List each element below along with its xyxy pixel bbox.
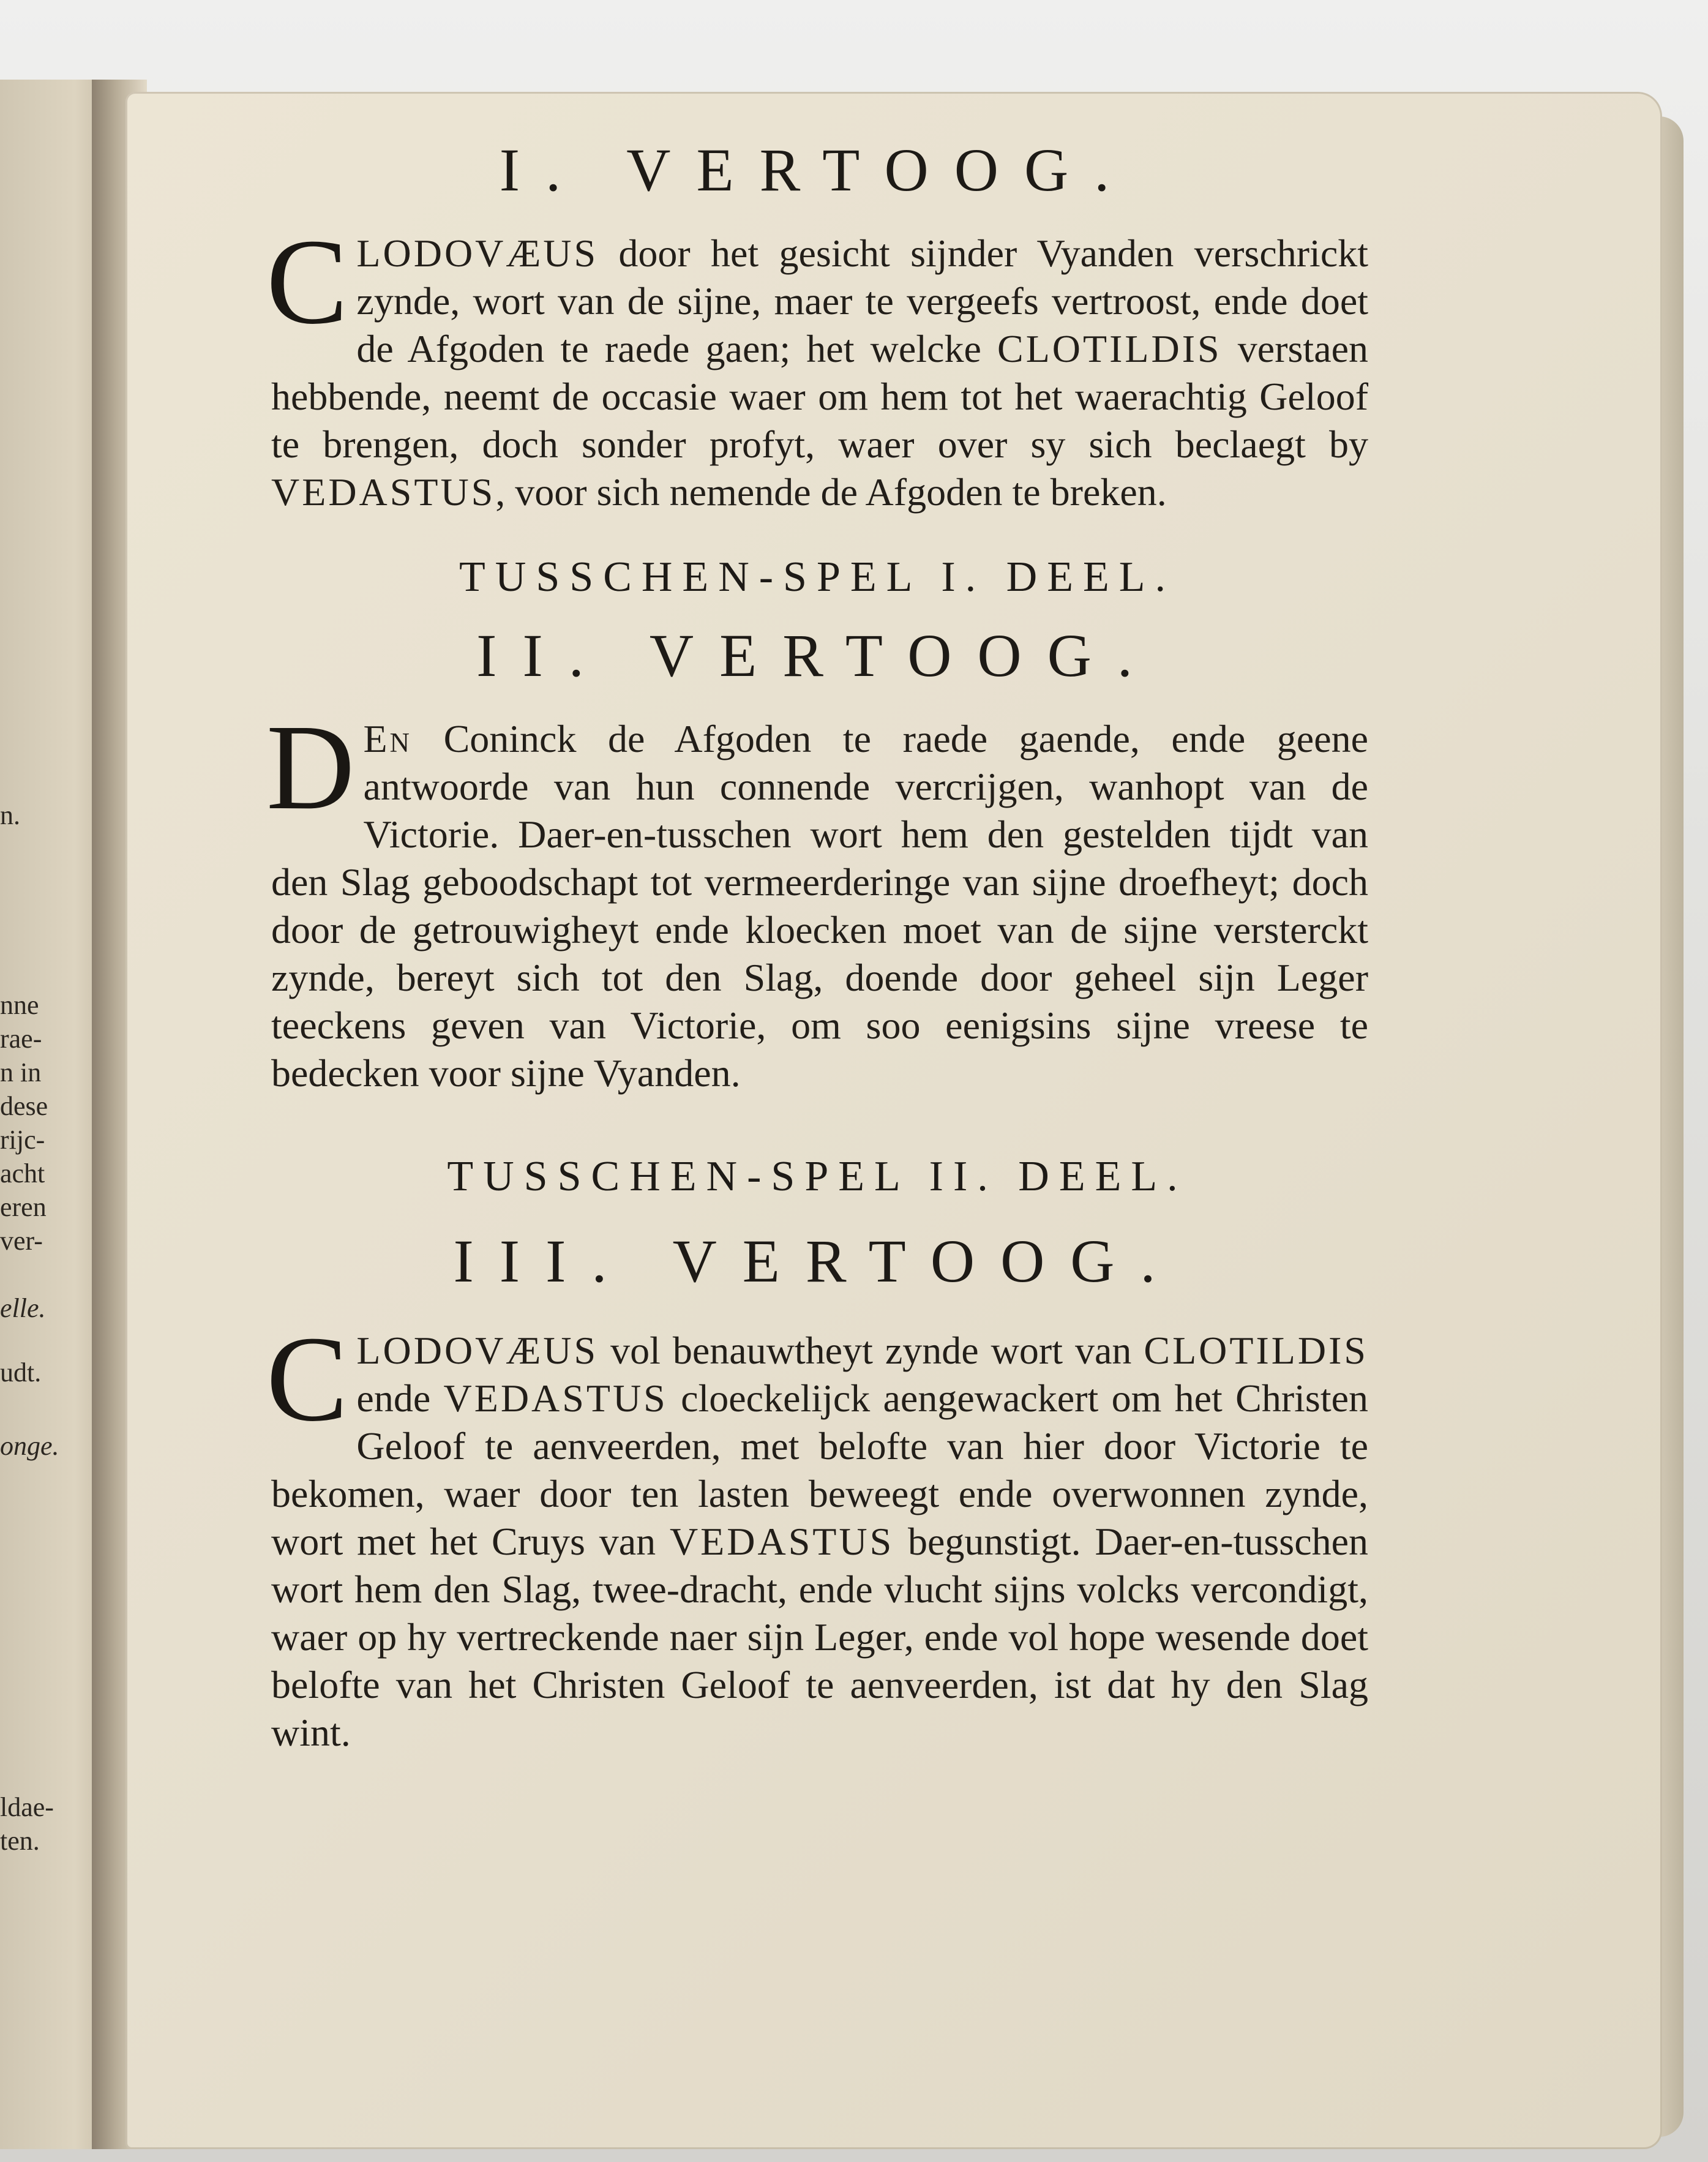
right-page — [125, 92, 1662, 2149]
left-fragment: n. — [0, 800, 20, 830]
left-fragment: eren — [0, 1192, 47, 1222]
section-title: II. VERTOOG. — [476, 621, 1158, 689]
left-fragment: acht — [0, 1158, 45, 1188]
interlude-title: TUSSCHEN-SPEL I. DEEL. — [459, 554, 1175, 601]
left-fragment: dese — [0, 1091, 48, 1121]
section-title: I. VERTOOG. — [499, 136, 1136, 204]
left-fragment: ldae- — [0, 1792, 54, 1822]
left-page — [0, 80, 107, 2149]
left-fragment: onge. — [0, 1431, 59, 1461]
left-fragment: rae- — [0, 1024, 42, 1054]
drop-cap: C — [266, 1312, 348, 1447]
page-text — [266, 135, 1368, 1757]
left-fragment: udt. — [0, 1357, 42, 1387]
left-fragment: ver- — [0, 1226, 43, 1256]
section-paragraph: CLODOVÆUS door het gesicht sijnder Vyanden verschrickt zynde, wort van de sijne, maer te vergeefs vertroost, ende doet de Afgoden te raede gaen; het welcke CLOTILDIS verstaen hebbende, neemt de occasie waer om hem tot het waerachtig Geloof te brengen, doch sonder profyt, waer over sy sich beclaegt by VEDASTUS, voor sich nemende de Afgoden te breken. — [266, 214, 1369, 514]
section-paragraph: CLODOVÆUS vol benauwtheyt zynde wort van CLOTILDIS ende VEDASTUS cloeckelijck aengewackert om het Christen Geloof te aenveerden, met belofte van hier door Victorie te bekomen, waer door ten lasten beweegt ende overwonnen zynde, wort met het Cruys van VEDASTUS begunstigt. Daer-en-tusschen wort hem den Slag, twee-dracht, ende vlucht sijns volcks vercondigt, waer op hy vertreckende naer sijn Leger, ende vol hope wesende doet belofte van het Christen Geloof te aenveerden, ist dat hy den Slag wint. — [266, 1312, 1369, 1754]
interlude-title: TUSSCHEN-SPEL II. DEEL. — [447, 1153, 1188, 1200]
left-fragment: nne — [0, 990, 39, 1020]
left-fragment: elle. — [0, 1293, 46, 1323]
left-fragment: rijc- — [0, 1125, 45, 1155]
drop-cap: D — [266, 700, 355, 835]
left-fragment: ten. — [0, 1826, 40, 1856]
drop-cap: C — [266, 214, 348, 350]
section-paragraph: D En Coninck de Afgoden te raede gaende, ende geene antwoorde van hun connende vercrijgen, wanhopt van de Victorie. Daer-en-tusschen wort hem den gestelden tijdt van den Slag geboodschapt tot vermeerderinge van sijne droefheyt; doch door de getrouwigheyt ende kloecken moet van de sijne versterckt zynde, bereyt sich tot den Slag, doende door geheel sijn Leger teeckens geven van Victorie, om soo eenigsins sijne vreese te bedecken voor sijne Vyanden. — [266, 700, 1368, 1095]
section-title: III. VERTOOG. — [453, 1227, 1182, 1295]
left-fragment: n in — [0, 1057, 42, 1087]
